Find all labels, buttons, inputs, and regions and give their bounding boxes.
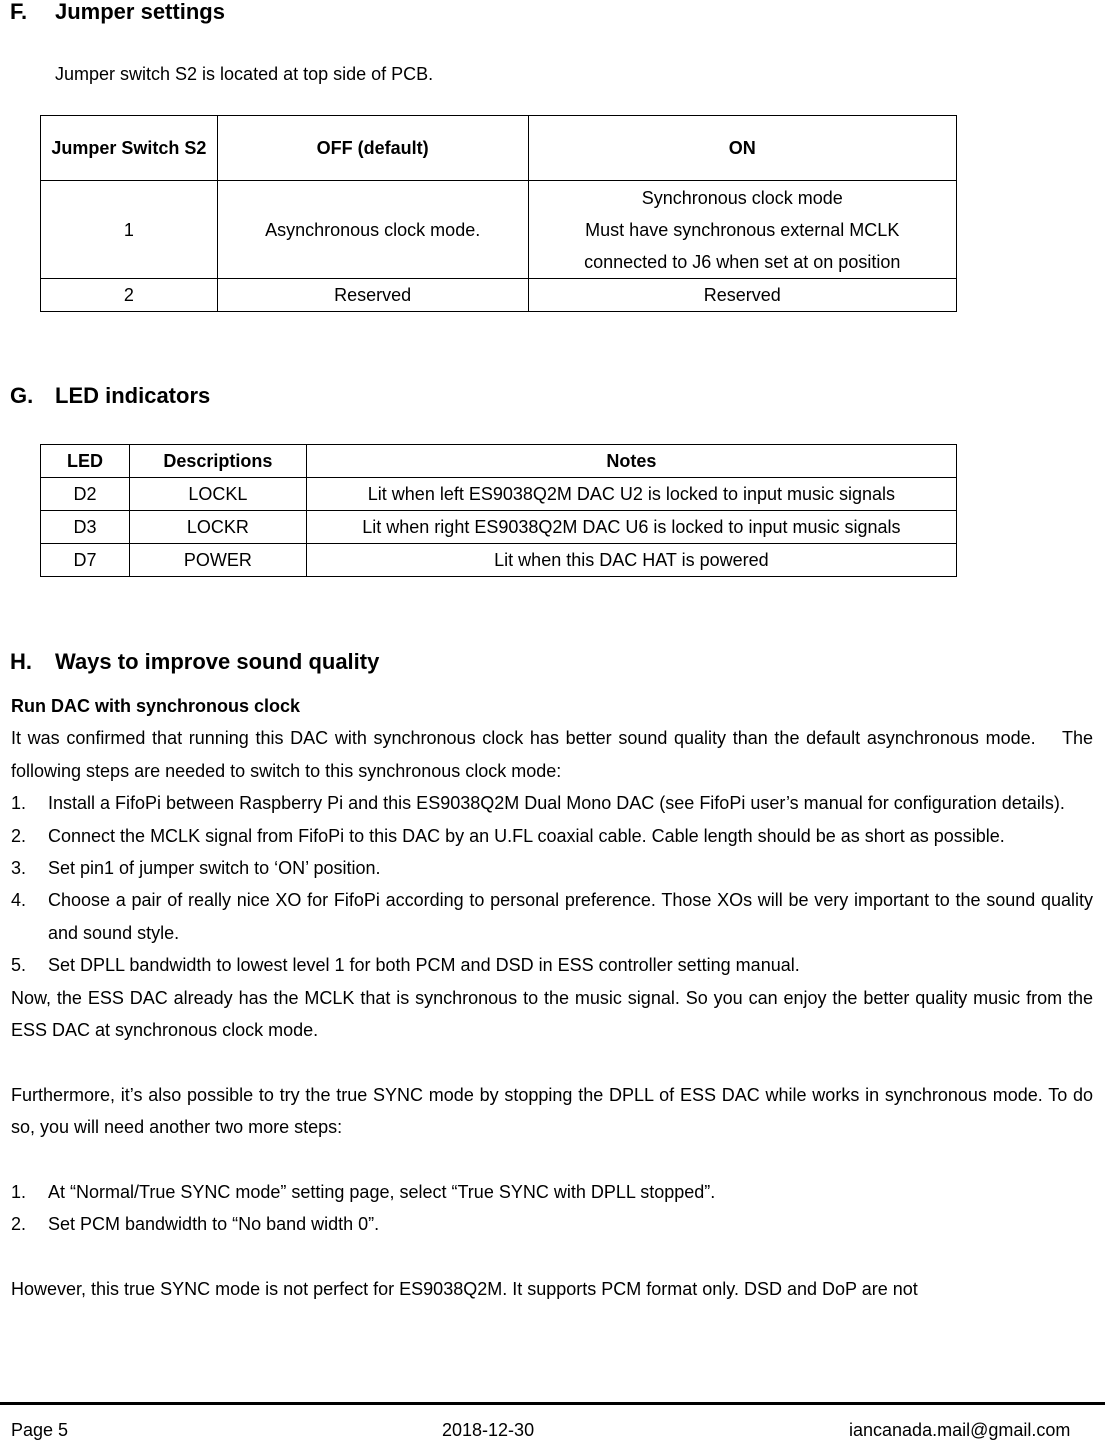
footer-divider: [0, 1402, 1105, 1405]
jumper-cell-on: Reserved: [528, 279, 956, 312]
led-header-notes: Notes: [306, 445, 956, 478]
jumper-cell-off: Reserved: [217, 279, 528, 312]
section-h-body: [11, 690, 1093, 1306]
jumper-intro: Jumper switch S2 is located at top side of PCB.: [55, 64, 434, 84]
section-f-letter: F.: [10, 0, 28, 24]
jumper-on-line: Must have synchronous external MCLK: [585, 219, 900, 240]
table-row: [41, 544, 957, 577]
led-cell-notes: Lit when left ES9038Q2M DAC U2 is locked to input music signals: [306, 478, 956, 511]
led-cell-led: D2: [41, 478, 130, 511]
jumper-cell-id: 1: [41, 181, 218, 279]
jumper-header-switch: Jumper Switch S2: [41, 116, 218, 181]
led-cell-notes: Lit when this DAC HAT is powered: [306, 544, 956, 577]
section-f-heading: [10, 0, 225, 24]
section-h-letter: H.: [10, 649, 32, 674]
jumper-table-header-row: [41, 116, 957, 181]
led-cell-description: LOCKL: [129, 478, 306, 511]
list-item: 1. At “Normal/True SYNC mode” setting page, select “True SYNC with DPLL stopped”.: [11, 1182, 716, 1203]
paragraph: It was confirmed that running this DAC with synchronous clock has better sound quality than the default asynchronous mode. The following steps are needed to switch to this synchronous clock mode:: [11, 728, 1093, 781]
footer-email: iancanada.mail@gmail.com: [849, 1420, 1071, 1440]
list-item: 3. Set pin1 of jumper switch to ‘ON’ position.: [11, 858, 381, 879]
paragraph: However, this true SYNC mode is not perfect for ES9038Q2M. It supports PCM format only. DSD and DoP are not: [11, 1279, 918, 1300]
steps-list: [11, 787, 1093, 981]
led-table-header-row: [41, 445, 957, 478]
jumper-on-line: connected to J6 when set at on position: [584, 251, 901, 272]
list-item: 2. Set PCM bandwidth to “No band width 0”.: [11, 1214, 380, 1235]
footer-date: 2018-12-30: [442, 1420, 535, 1440]
list-item: 2. Connect the MCLK signal from FifoPi to this DAC by an U.FL coaxial cable. Cable length should be as short as possible.: [11, 825, 1005, 846]
led-header-led: LED: [41, 445, 130, 478]
footer-page: Page 5: [11, 1420, 69, 1440]
section-f-title: Jumper settings: [55, 0, 225, 24]
jumper-cell-on: [528, 181, 956, 279]
subheading: Run DAC with synchronous clock: [11, 696, 301, 716]
list-item: 4. Choose a pair of really nice XO for FifoPi according to personal preference. Those XOs will be very important to the sound quality and sound style.: [11, 890, 1093, 943]
paragraph: Furthermore, it’s also possible to try the true SYNC mode by stopping the DPLL of ESS DAC while works in synchronous mode. To do so, you will need another two more steps:: [11, 1084, 1093, 1138]
jumper-cell-off: Asynchronous clock mode.: [217, 181, 528, 279]
led-cell-led: D7: [41, 544, 130, 577]
table-row: [41, 511, 957, 544]
table-row: [41, 279, 957, 312]
jumper-cell-id: 2: [41, 279, 218, 312]
list-item: 1. Install a FifoPi between Raspberry Pi and this ES9038Q2M Dual Mono DAC (see FifoPi user’s manual for configuration details).: [11, 793, 1065, 814]
steps2-list: [11, 1176, 1093, 1241]
section-g-heading: [10, 384, 210, 408]
list-item: 5. Set DPLL bandwidth to lowest level 1 for both PCM and DSD in ESS controller setting manual.: [11, 955, 800, 976]
table-row: [41, 181, 957, 279]
section-h-heading: [10, 650, 379, 674]
led-cell-description: LOCKR: [129, 511, 306, 544]
section-h-title: Ways to improve sound quality: [55, 649, 380, 674]
led-table: [40, 444, 957, 577]
jumper-on-line: Synchronous clock mode: [641, 187, 843, 208]
jumper-table: [40, 115, 957, 312]
jumper-header-off: OFF (default): [217, 116, 528, 181]
jumper-header-on: ON: [528, 116, 956, 181]
table-row: [41, 478, 957, 511]
led-cell-led: D3: [41, 511, 130, 544]
section-g-letter: G.: [10, 383, 34, 408]
led-cell-description: POWER: [129, 544, 306, 577]
section-g-title: LED indicators: [55, 383, 211, 408]
led-cell-notes: Lit when right ES9038Q2M DAC U6 is locked to input music signals: [306, 511, 956, 544]
paragraph: Now, the ESS DAC already has the MCLK that is synchronous to the music signal. So you can enjoy the better quality music from the ESS DAC at synchronous clock mode.: [11, 987, 1093, 1041]
led-header-descriptions: Descriptions: [129, 445, 306, 478]
